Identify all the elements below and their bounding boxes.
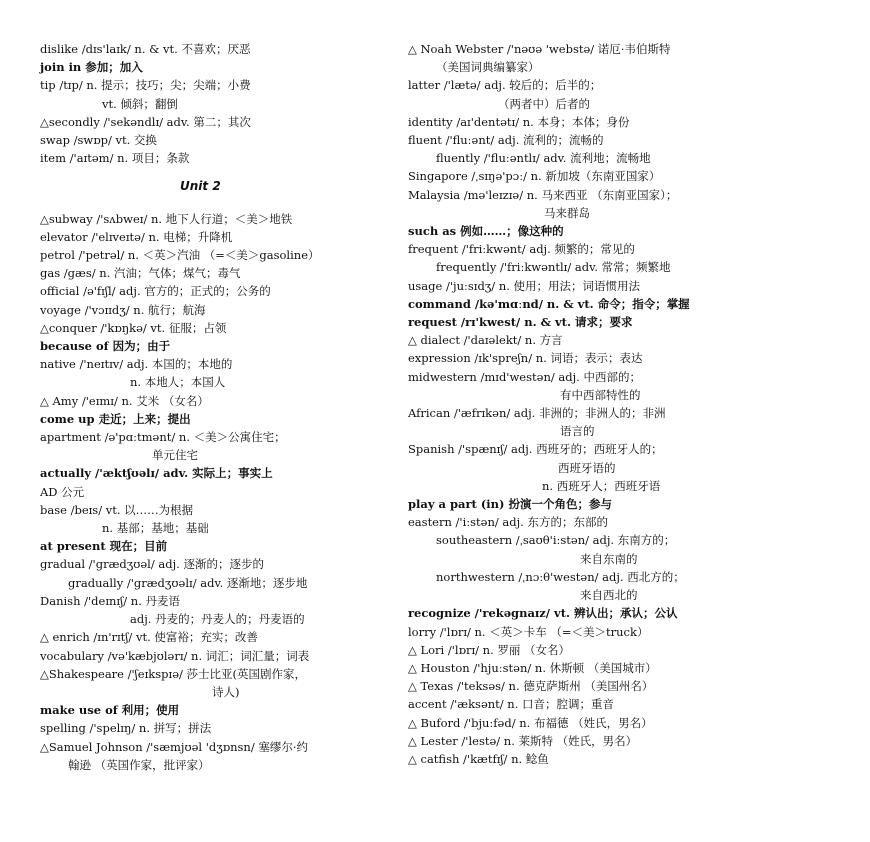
entry-samuel-johnson: △Samuel Johnson /'sæmjʊəl 'dʒɒnsn/ 塞缪尔·约 (40, 739, 309, 754)
entry-dialect: △ dialect /'daɪəlekt/ n. 方言 (408, 333, 563, 348)
entry-make-use-of: make use of 利用；使用 (40, 703, 180, 718)
entry-item: item /'aɪtəm/ n. 项目；条款 (40, 151, 190, 166)
entry-because-of: because of 因为；由于 (40, 339, 171, 354)
entry-ad: AD 公元 (40, 484, 85, 499)
entry-swap: swap /swɒp/ vt. 交换 (40, 133, 157, 148)
entry-noah-webster: △ Noah Webster /'nəʊə 'webstə/ 诺厄·韦伯斯特 (408, 42, 671, 56)
entry-expression: expression /ɪk'spreʃn/ n. 词语；表示；表达 (408, 351, 643, 366)
entry-base: base /beɪs/ vt. 以……为根据 (40, 502, 194, 517)
entry-spanish-cont: 西班牙语的 (558, 460, 616, 475)
entry-recognize: recognize /'rekəgnaɪz/ vt. 辨认出；承认；公认 (408, 606, 678, 621)
entry-catfish: △ catfish /'kætfɪʃ/ n. 鲶鱼 (408, 751, 549, 766)
entry-spanish-noun: n. 西班牙人；西班牙语 (542, 478, 661, 493)
entry-conquer: △conquer /'kɒŋkə/ vt. 征服；占领 (40, 320, 227, 335)
entry-play-a-part: play a part (in) 扮演一个角色；参与 (408, 497, 612, 512)
entry-secondly: △secondly /'sekəndlɪ/ adv. 第二；其次 (40, 114, 251, 129)
entry-base-noun: n. 基部；基地；基础 (102, 521, 209, 536)
entry-subway: △subway /'sʌbweɪ/ n. 地下人行道；＜美＞地铁 (40, 211, 293, 226)
entry-native: native /'neɪtɪv/ adj. 本国的；本地的 (40, 357, 233, 372)
entry-southeastern: southeastern /ˌsaʊθ'iːstən/ adj. 东南方的； (436, 533, 676, 548)
entry-eastern: eastern /'iːstən/ adj. 东方的；东部的 (408, 515, 608, 530)
entry-shakespeare-cont: 诗人) (212, 684, 240, 699)
entry-enrich: △ enrich /ɪn'rɪtʃ/ vt. 使富裕；充实；改善 (40, 630, 258, 645)
entry-northwestern: northwestern /ˌnɔːθ'westən/ adj. 西北方的； (436, 569, 685, 584)
entry-join-in: join in 参加；加入 (40, 60, 143, 75)
entry-native-noun: n. 本地人；本国人 (130, 375, 226, 390)
entry-lorry: lorry /'lɒrɪ/ n. ＜英＞卡车 （=＜美＞truck） (408, 624, 649, 639)
entry-noah-webster-cont: （美国词典编纂家） (436, 60, 540, 75)
entry-midwestern: midwestern /mɪd'westən/ adj. 中西部的； (408, 369, 641, 384)
entry-frequent: frequent /'friːkwənt/ adj. 频繁的；常见的 (408, 242, 635, 257)
left-column (40, 40, 390, 774)
entry-voyage: voyage /'vɔɪɪdʒ/ n. 航行；航海 (40, 302, 206, 317)
entry-at-present: at present 现在；目前 (40, 539, 168, 554)
entry-come-up: come up 走近；上来；提出 (40, 411, 191, 426)
entry-actually: actually /'æktʃʊəlɪ/ adv. 实际上；事实上 (40, 466, 273, 481)
entry-identity: identity /aɪ'dentətɪ/ n. 本身；本体；身份 (408, 114, 630, 129)
entry-texas: △ Texas /'teksəs/ n. 德克萨斯州 （美国州名） (408, 679, 654, 694)
entry-tip: tip /tɪp/ n. 提示；技巧；尖；尖端；小费 (40, 78, 251, 93)
entry-petrol: petrol /'petrəl/ n. ＜英＞汽油 （=＜美＞gasoline） (40, 248, 320, 263)
entry-latter: latter /'lætə/ adj. 较后的；后半的； (408, 78, 602, 93)
entry-buford: △ Buford /'bjuːfəd/ n. 布福德 （姓氏，男名） (408, 715, 653, 730)
entry-elevator: elevator /'elɪveɪtə/ n. 电梯；升降机 (40, 229, 233, 244)
entry-danish: Danish /'deɪnɪʃ/ n. 丹麦语 (40, 593, 180, 608)
entry-official: official /ə'fɪʃl/ adj. 官方的；正式的；公务的 (40, 284, 271, 299)
entry-malaysia-cont: 马来群岛 (544, 205, 590, 220)
unit-heading: Unit 2 (180, 179, 221, 194)
entry-gas: gas /gæs/ n. 汽油；气体；煤气；毒气 (40, 266, 241, 281)
entry-malaysia: Malaysia /mə'leɪzɪə/ n. 马来西亚 （东南亚国家）； (408, 187, 678, 202)
entry-fluently: fluently /'fluːəntlɪ/ adv. 流利地；流畅地 (436, 151, 651, 166)
entry-dislike: dislike /dɪs'laɪk/ n. & vt. 不喜欢；厌恶 (40, 42, 251, 56)
entry-african: African /'æfrɪkən/ adj. 非洲的；非洲人的；非洲 (408, 406, 666, 421)
entry-samuel-johnson-cont: 翰逊 （英国作家，批评家） (68, 757, 210, 772)
entry-accent: accent /'æksənt/ n. 口音；腔调；重音 (408, 697, 615, 712)
entry-command: command /kə'mɑːnd/ n. & vt. 命令；指令；掌握 (408, 296, 690, 311)
entry-lori: △ Lori /'lɒrɪ/ n. 罗丽 （女名） (408, 642, 571, 657)
entry-gradual: gradual /'grædʒʊəl/ adj. 逐渐的；逐步的 (40, 557, 264, 572)
entry-midwestern-cont: 有中西部特性的 (560, 387, 641, 402)
right-column (408, 40, 838, 768)
entry-spanish: Spanish /'spænɪʃ/ adj. 西班牙的；西班牙人的； (408, 442, 663, 457)
entry-amy: △ Amy /'eɪmɪ/ n. 艾米 （女名） (40, 393, 209, 408)
entry-such-as: such as 例如……；像这种的 (408, 224, 564, 239)
entry-tip-verb: vt. 倾斜；翻倒 (102, 96, 178, 111)
entry-danish-adj: adj. 丹麦的；丹麦人的；丹麦语的 (130, 612, 305, 627)
entry-singapore: Singapore /ˌsɪŋə'pɔː/ n. 新加坡（东南亚国家） (408, 169, 661, 184)
entry-houston: △ Houston /'hjuːstən/ n. 休斯顿 （美国城市） (408, 660, 657, 675)
entry-usage: usage /'juːsɪdʒ/ n. 使用；用法；词语惯用法 (408, 278, 641, 293)
entry-southeastern-cont: 来自东南的 (580, 551, 638, 566)
entry-shakespeare: △Shakespeare /'ʃeɪkspɪə/ 莎士比亚(英国剧作家， (40, 666, 307, 681)
entry-apartment: apartment /ə'pɑːtmənt/ n. ＜美＞公寓住宅； (40, 430, 286, 445)
entry-latter-cont: （两者中）后者的 (498, 96, 590, 111)
entry-fluent: fluent /'fluːənt/ adj. 流利的；流畅的 (408, 133, 604, 148)
entry-lester: △ Lester /'lestə/ n. 莱斯特 （姓氏，男名） (408, 733, 638, 748)
entry-apartment-cont: 单元住宅 (152, 448, 198, 463)
entry-northwestern-cont: 来自西北的 (580, 588, 638, 603)
entry-vocabulary: vocabulary /və'kæbjʊlərɪ/ n. 词汇；词汇量；词表 (40, 648, 310, 663)
entry-request: request /rɪ'kwest/ n. & vt. 请求；要求 (408, 315, 633, 330)
entry-gradually: gradually /'grædʒʊəlɪ/ adv. 逐渐地；逐步地 (68, 575, 308, 590)
entry-african-cont: 语言的 (560, 424, 595, 439)
entry-spelling: spelling /'spelɪŋ/ n. 拼写；拼法 (40, 721, 212, 736)
entry-frequently: frequently /'friːkwəntlɪ/ adv. 常常；频繁地 (436, 260, 671, 275)
